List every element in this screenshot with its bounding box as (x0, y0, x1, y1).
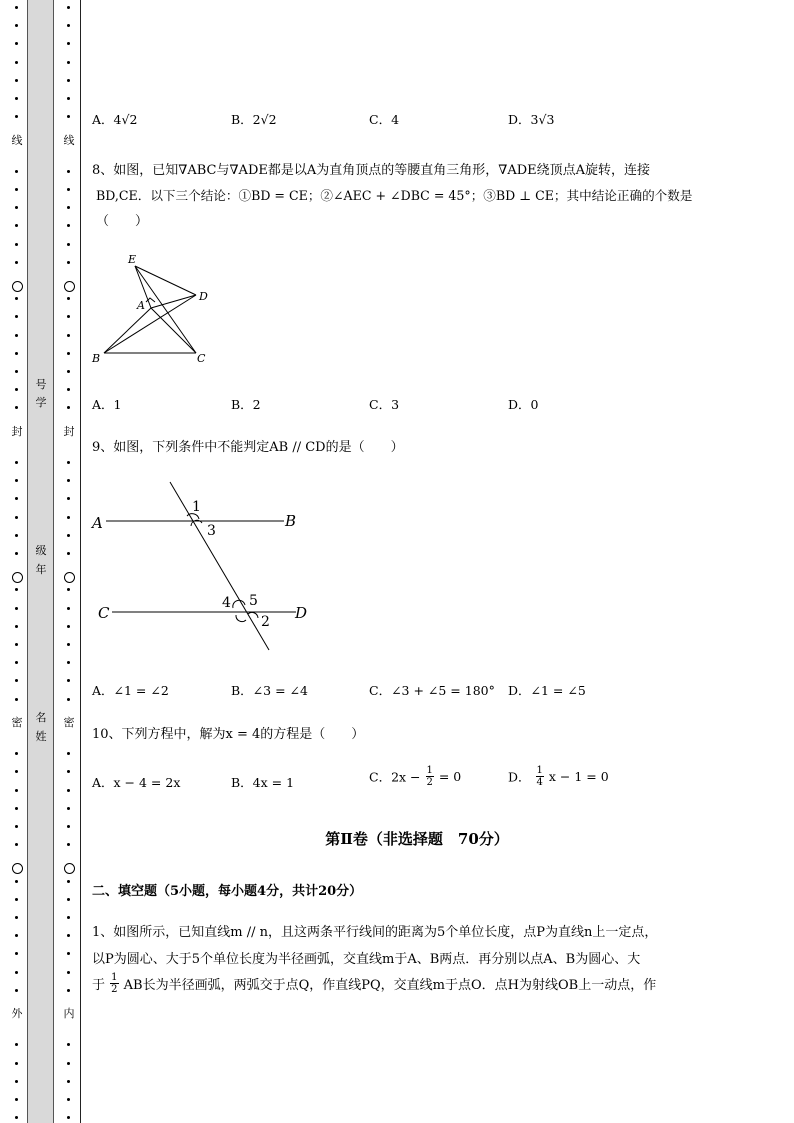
q8-option-b: B．2 (231, 397, 261, 412)
binding-dot (67, 552, 70, 555)
binding-dot (67, 188, 70, 191)
binding-dot (67, 625, 70, 628)
q8-stem-line3: （ ） (96, 214, 149, 229)
binding-dot (15, 752, 18, 755)
binding-dot (67, 297, 70, 300)
binding-dot (67, 880, 70, 883)
binding-dot (67, 388, 70, 391)
binding-dot (15, 42, 18, 45)
binding-dot (15, 588, 18, 591)
binding-dot (15, 315, 18, 318)
binding-dot (15, 97, 18, 100)
inner-char-feng: 封 (63, 425, 75, 438)
binding-dot (15, 552, 18, 555)
binding-dot (67, 934, 70, 937)
label-ming: 名 (35, 711, 47, 724)
binding-dot (67, 752, 70, 755)
q10-option-c-post: = 0 (438, 769, 462, 784)
blank-q1-line1: 1、如图所示，已知直线m // n，且这两条平行线间的距离为5个单位长度，点P为直线n上一定点， (92, 925, 658, 940)
binding-dot (67, 698, 70, 701)
q10-d-denominator: 4 (536, 777, 543, 788)
binding-dot (67, 989, 70, 992)
outer-char-xian: 线 (11, 134, 23, 147)
binding-dot (15, 461, 18, 464)
binding-dot (15, 661, 18, 664)
q10-option-b: B．4x = 1 (231, 775, 295, 790)
binding-dot (15, 789, 18, 792)
q8-option-c: C．3 (369, 397, 400, 412)
q8-stem-line1: 8、如图，已知∇ABC与∇ADE都是以A为直角顶点的等腰直角三角形，∇ADE绕顶点A旋转，连接 (92, 163, 651, 178)
margin-border-line (80, 0, 81, 1123)
binding-dot (15, 643, 18, 646)
binding-dot (67, 807, 70, 810)
binding-dot (67, 261, 70, 264)
binding-dot (67, 952, 70, 955)
binding-dot (67, 224, 70, 227)
q8-label-A: A (137, 299, 145, 312)
binding-dot (67, 334, 70, 337)
binding-dot (67, 607, 70, 610)
binding-circle (12, 281, 23, 292)
q10-stem: 10、下列方程中，解为x = 4的方程是（ ） (92, 727, 365, 742)
q10-option-d-pre: D． (508, 769, 531, 785)
q10-c-numerator: 1 (426, 765, 433, 776)
binding-dot (67, 770, 70, 773)
binding-dot (67, 1080, 70, 1083)
binding-dot (15, 406, 18, 409)
q9-parallel-lines-figure (88, 478, 318, 656)
q9-angle-2: 2 (261, 614, 270, 630)
binding-dot (67, 1062, 70, 1065)
binding-dot (67, 1098, 70, 1101)
binding-dot (67, 497, 70, 500)
outer-dot-column (12, 0, 22, 1123)
binding-dot (67, 315, 70, 318)
binding-dot (67, 370, 70, 373)
q8-label-E: E (128, 253, 137, 266)
binding-dot (15, 224, 18, 227)
binding-dot (67, 352, 70, 355)
blank-q1-line3 (92, 972, 656, 995)
q9-label-D: D (295, 604, 308, 622)
binding-dot (67, 588, 70, 591)
binding-dot (15, 479, 18, 482)
binding-dot (67, 679, 70, 682)
binding-dot (15, 1043, 18, 1046)
q9-angle-1: 1 (192, 499, 201, 515)
binding-dot (15, 370, 18, 373)
label-xue: 学 (35, 396, 47, 409)
binding-dot (67, 516, 70, 519)
binding-dot (67, 916, 70, 919)
binding-dot (15, 334, 18, 337)
q8-stem-line2: BD,CE．以下三个结论：①BD = CE；②∠AEC + ∠DBC = 45°；③BD ⊥ CE；其中结论正确的个数是 (96, 188, 693, 203)
blank-q1-half-fraction (110, 972, 118, 995)
binding-dot (15, 352, 18, 355)
q9-label-C: C (98, 604, 110, 622)
q8-option-d: D．0 (508, 397, 539, 412)
q10-d-numerator: 1 (536, 765, 543, 776)
binding-dot (67, 170, 70, 173)
label-hao: 号 (35, 378, 47, 391)
binding-dot (15, 297, 18, 300)
binding-dot (15, 607, 18, 610)
binding-dot (15, 243, 18, 246)
binding-dot (67, 406, 70, 409)
binding-dot (67, 789, 70, 792)
binding-dot (15, 115, 18, 118)
q8-label-D: D (199, 290, 208, 303)
q10-option-d-post: x − 1 = 0 (548, 769, 609, 784)
inner-char-xian: 线 (63, 134, 75, 147)
inner-char-mi: 密 (63, 716, 75, 729)
inner-char-nei: 内 (63, 1007, 75, 1020)
binding-dot (15, 971, 18, 974)
blank-q1-line3-post: AB长为半径画弧，两弧交于点Q，作直线PQ，交直线m于点O．点H为射线OB上一动点，作 (123, 978, 657, 993)
binding-dot (15, 79, 18, 82)
blank-q1-numerator: 1 (111, 972, 118, 983)
binding-dot (67, 243, 70, 246)
q9-angle-5: 5 (249, 593, 258, 609)
blank-q1-denominator: 2 (111, 984, 118, 995)
binding-dot (15, 916, 18, 919)
q7-option-b: B．2√2 (231, 112, 277, 127)
binding-circle (64, 863, 75, 874)
label-ji: 级 (35, 544, 47, 557)
blank-q1-line3-pre: 于 (92, 978, 106, 993)
q10-option-c-fraction (426, 765, 434, 788)
binding-dot (15, 61, 18, 64)
binding-gray-band (27, 0, 54, 1123)
binding-dot (67, 61, 70, 64)
q8-triangle-figure (88, 250, 218, 370)
q8-label-B: B (92, 352, 101, 365)
outer-char-mi: 密 (11, 716, 23, 729)
binding-dot (67, 1043, 70, 1046)
q9-label-A: A (92, 514, 103, 532)
binding-circle (12, 863, 23, 874)
binding-dot (67, 42, 70, 45)
binding-dot (15, 770, 18, 773)
binding-dot (67, 6, 70, 9)
binding-dot (15, 898, 18, 901)
part2-title: 第Ⅱ卷（非选择题 70分） (325, 830, 509, 848)
binding-dot (67, 898, 70, 901)
binding-dot (67, 661, 70, 664)
binding-dot (67, 461, 70, 464)
q9-angle-4: 4 (222, 595, 231, 611)
binding-dot (67, 24, 70, 27)
binding-dot (15, 952, 18, 955)
q9-option-d: D．∠1 = ∠5 (508, 683, 586, 698)
binding-dot (15, 625, 18, 628)
q9-angle-3: 3 (207, 523, 216, 539)
q10-option-c-pre: C．2x − (369, 769, 421, 785)
q9-option-a: A．∠1 = ∠2 (92, 683, 169, 698)
blank-q1-line2: 以P为圆心、大于5个单位长度为半径画弧，交直线m于A、B两点．再分别以点A、B为圆心、大 (92, 952, 641, 967)
binding-dot (67, 79, 70, 82)
q10-option-d (508, 765, 609, 788)
outer-char-feng: 封 (11, 425, 23, 438)
binding-dot (15, 6, 18, 9)
binding-dot (67, 1116, 70, 1119)
outer-char-wai: 外 (11, 1007, 23, 1020)
q10-c-denominator: 2 (426, 777, 433, 788)
binding-dot (67, 534, 70, 537)
binding-dot (15, 206, 18, 209)
binding-dot (15, 170, 18, 173)
q10-option-a: A．x − 4 = 2x (92, 775, 181, 790)
binding-circle (12, 572, 23, 583)
q10-option-c (369, 765, 461, 788)
inner-dot-column (64, 0, 74, 1123)
q9-stem: 9、如图，下列条件中不能判定AB // CD的是（ ） (92, 440, 404, 455)
label-nian: 年 (35, 563, 47, 576)
binding-dot (15, 1080, 18, 1083)
q10-option-d-fraction (536, 765, 544, 788)
binding-dot (15, 261, 18, 264)
binding-dot (67, 643, 70, 646)
binding-dot (15, 1062, 18, 1065)
q7-option-d: D．3√3 (508, 112, 555, 127)
q8-label-C: C (197, 352, 206, 365)
binding-circle (64, 281, 75, 292)
fill-in-section-heading: 二、填空题（5小题，每小题4分，共计20分） (92, 884, 363, 899)
q9-option-b: B．∠3 = ∠4 (231, 683, 308, 698)
binding-dot (15, 1116, 18, 1119)
binding-dot (67, 206, 70, 209)
label-xing: 姓 (35, 730, 47, 743)
q7-option-c: C．4 (369, 112, 400, 127)
binding-dot (67, 97, 70, 100)
binding-dot (67, 971, 70, 974)
binding-circle (64, 572, 75, 583)
q8-option-a: A．1 (92, 397, 122, 412)
binding-dot (15, 1098, 18, 1101)
binding-dot (15, 24, 18, 27)
q9-label-B: B (285, 512, 297, 530)
binding-dot (15, 807, 18, 810)
binding-dot (15, 880, 18, 883)
binding-dot (15, 989, 18, 992)
binding-dot (15, 698, 18, 701)
binding-dot (15, 188, 18, 191)
q7-option-a: A．4√2 (92, 112, 138, 127)
binding-dot (15, 934, 18, 937)
binding-dot (67, 115, 70, 118)
binding-dot (15, 497, 18, 500)
binding-dot (15, 516, 18, 519)
binding-dot (67, 479, 70, 482)
binding-dot (15, 388, 18, 391)
q9-option-c: C．∠3 + ∠5 = 180° (369, 683, 495, 698)
binding-dot (15, 534, 18, 537)
binding-dot (15, 679, 18, 682)
